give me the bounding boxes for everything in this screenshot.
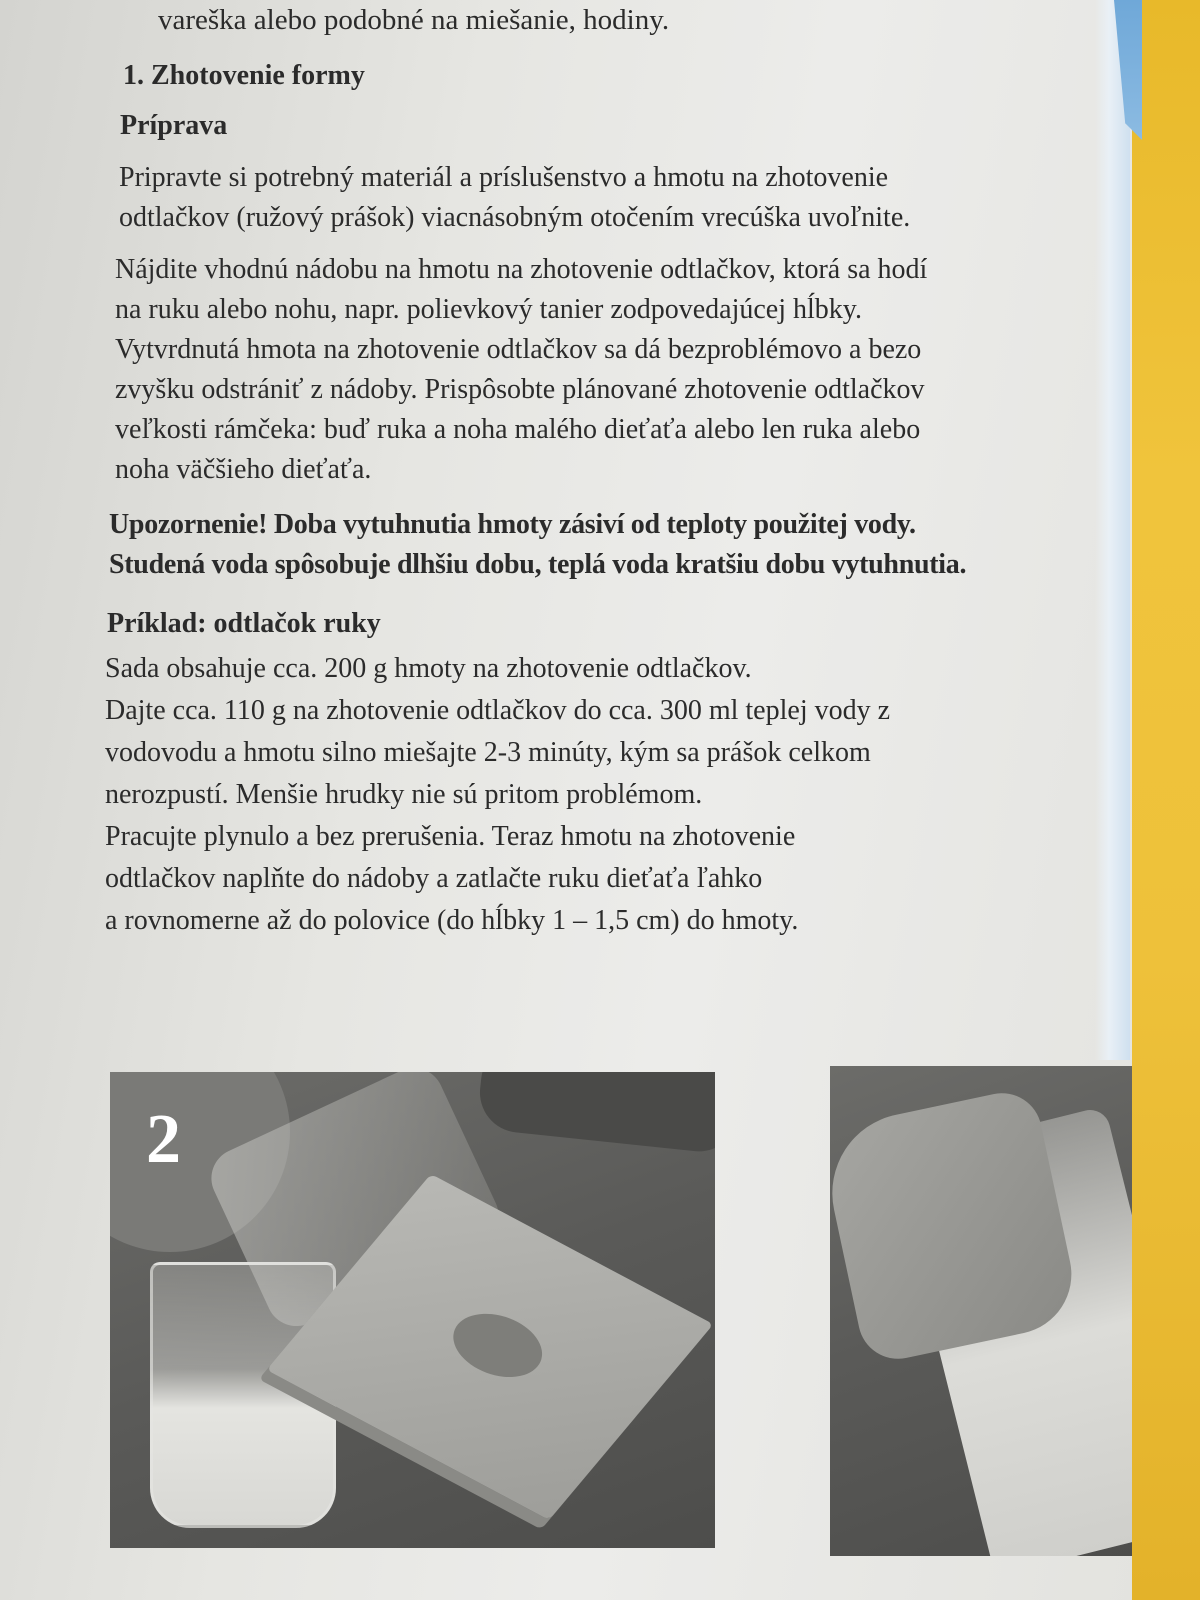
intro-line: vareška alebo podobné na miešanie, hodiny. [158,4,670,36]
section-title: 1. Zhotovenie formy [123,60,365,91]
yellow-side-strip [1132,0,1200,1600]
warning-line: Studená voda spôsobuje dlhšiu dobu, teplá voda kratšiu dobu vytuhnutia. [109,549,967,580]
text-line: zvyšku odstrániť z nádoby. Prispôsobte plánované zhotovenie odtlačkov [115,374,925,405]
glass-shape [150,1262,336,1528]
paragraph-preparation [119,158,910,238]
text-line: Vytvrdnutá hmota na zhotovenie odtlačkov sa dá bezproblémovo a bezo [115,334,922,365]
subsection-title: Príprava [120,110,228,141]
text-line: odtlačkov (ružový prášok) viacnásobným otočením vrecúška uvoľnite. [119,202,911,233]
text-line: Pripravte si potrebný materiál a príslušenstvo a hmotu na zhotovenie [119,162,889,193]
warning-line: Upozornenie! Doba vytuhnutia hmoty zásiví od teploty použitej vody. [109,509,916,540]
page-edge-shadow [1095,0,1130,1060]
step-number: 2 [146,1101,181,1178]
text-line: a rovnomerne až do polovice (do hĺbky 1 – 1,5 cm) do hmoty. [105,905,799,936]
step-3-photo [830,1066,1132,1556]
text-line: Nájdite vhodnú nádobu na hmotu na zhotovenie odtlačkov, ktorá sa hodí [115,254,928,285]
warning-paragraph [109,505,966,585]
example-title: Príklad: odtlačok ruky [107,608,381,639]
handprint-shape [438,1301,557,1390]
text-line: veľkosti rámčeka: buď ruka a noha malého dieťaťa alebo len ruka alebo [115,414,921,445]
text-line: nerozpustí. Menšie hrudky nie sú pritom problémom. [105,779,703,810]
text-line: odtlačkov naplňte do nádoby a zatlačte ruku dieťaťa ľahko [105,863,763,894]
step-2-photo [110,1072,715,1548]
paragraph-example [105,648,890,942]
text-line: Sada obsahuje cca. 200 g hmoty na zhotovenie odtlačkov. [105,653,752,684]
text-line: Dajte cca. 110 g na zhotovenie odtlačkov do cca. 300 ml teplej vody z [105,695,891,726]
text-line: noha väčšieho dieťaťa. [115,454,372,485]
paragraph-container [115,250,927,490]
text-line: na ruku alebo nohu, napr. polievkový tanier zodpovedajúcej hĺbky. [115,294,862,325]
hand-shape [476,1072,715,1155]
text-line: Pracujte plynulo a bez prerušenia. Teraz hmotu na zhotovenie [105,821,796,852]
text-line: vodovodu a hmotu silno miešajte 2-3 minúty, kým sa prášok celkom [105,737,871,768]
